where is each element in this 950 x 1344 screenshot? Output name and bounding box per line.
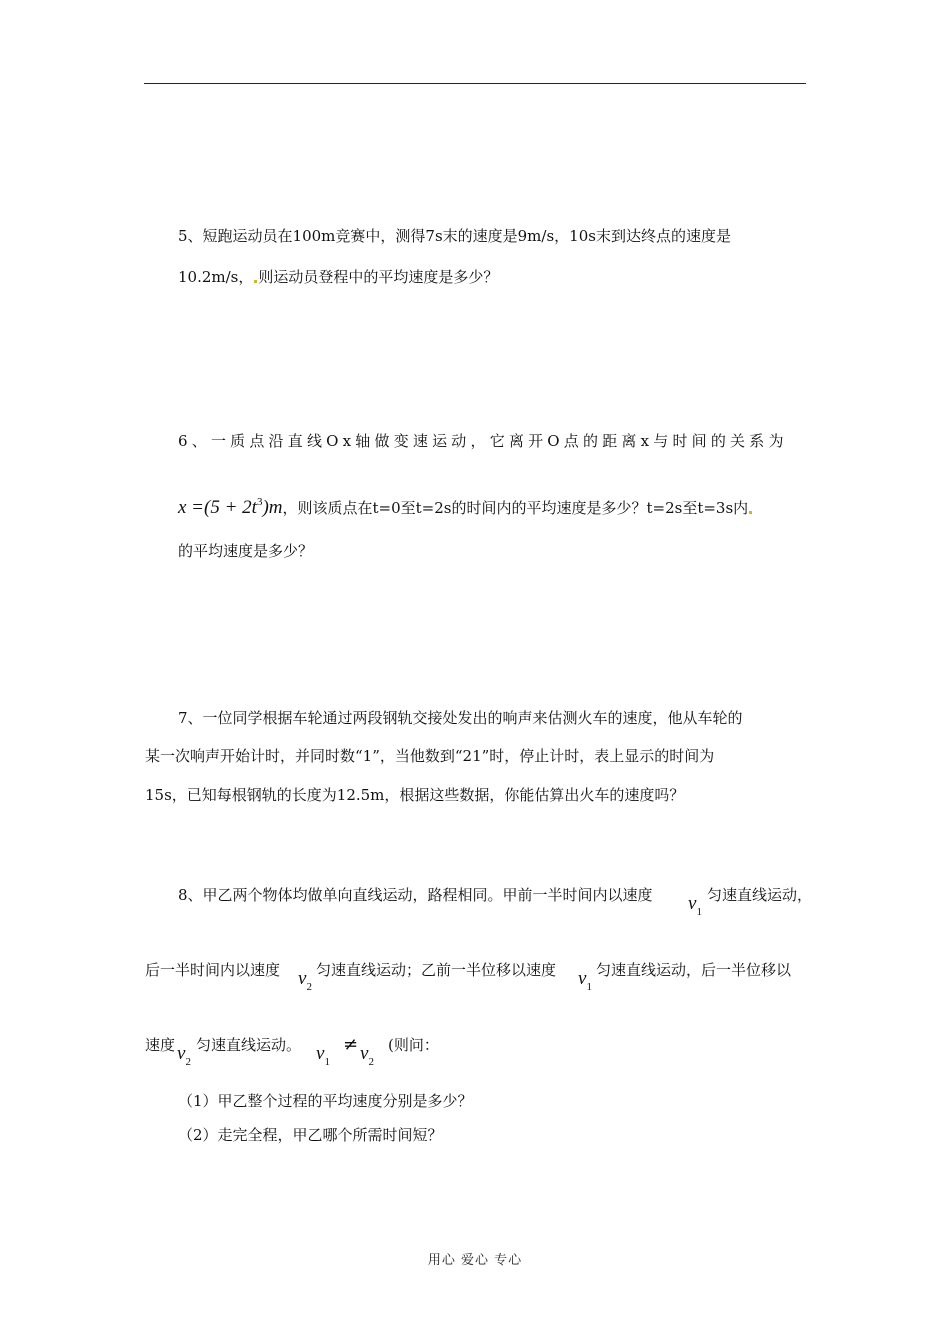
- problem-5-question: 则运动员登程中的平均速度是多少？: [258, 268, 499, 286]
- problem-5-value: 10.2m/s，: [178, 268, 254, 286]
- not-equal-sign: ≠: [343, 1034, 359, 1055]
- problem-8-line-1: 8、甲乙两个物体均做单向直线运动，路程相同。甲前一半时间内以速度: [178, 886, 653, 904]
- problem-8-line-1-end: 匀速直线运动，: [707, 886, 813, 904]
- problem-8-line-3a: 速度: [145, 1036, 176, 1054]
- mark-dot: [254, 280, 257, 283]
- problem-6-question: ，则该质点在t=0至t=2s的时间内的平均速度是多少？t=2s至t=3s内: [282, 499, 749, 517]
- header-rule: [144, 83, 806, 84]
- problem-6-line-1: 6、一质点沿直线Ox轴做变速运动，它离开O点的距离x与时间的关系为: [178, 432, 788, 450]
- problem-8-question-1: （1）甲乙整个过程的平均速度分别是多少？: [178, 1092, 473, 1110]
- problem-7-line-1: 7、一位同学根据车轮通过两段钢轨交接处发出的响声来估测火车的速度，他从车轮的: [178, 709, 743, 727]
- formula-lhs: x =(5 + 2t: [178, 497, 257, 518]
- mark-dot: [749, 511, 752, 514]
- formula-rhs: )m: [262, 497, 283, 518]
- problem-8-line-2b: 匀速直线运动；乙前一半位移以速度: [316, 961, 557, 979]
- velocity-v1: $v_1$: [316, 1043, 330, 1068]
- formula-exponent: 3: [256, 496, 263, 508]
- problem-7-line-3: 15s，已知每根钢轨的长度为12.5m，根据这些数据，你能估算出火车的速度吗？: [145, 786, 685, 804]
- problem-8-line-2a: 后一半时间内以速度: [145, 961, 281, 979]
- velocity-v2: $v_2$: [177, 1043, 191, 1068]
- problem-8-line-3c: (则问：: [388, 1036, 439, 1054]
- problem-6-line-2: [178, 492, 753, 518]
- problem-6-line-3: 的平均速度是多少？: [178, 542, 314, 560]
- velocity-v1: $v_1$: [578, 968, 592, 993]
- problem-8-line-2c: 匀速直线运动，后一半位移以: [596, 961, 792, 979]
- velocity-v2: $v_2$: [360, 1043, 374, 1068]
- position-formula: [178, 497, 283, 518]
- problem-7-line-2: 某一次响声开始计时，并同时数“1”，当他数到“21”时，停止计时，表上显示的时间为: [145, 747, 715, 765]
- velocity-v2: $v_2$: [298, 968, 312, 993]
- problem-8-question-2: （2）走完全程，甲乙哪个所需时间短？: [178, 1126, 443, 1144]
- problem-8-line-3b: 匀速直线运动。: [196, 1036, 302, 1054]
- problem-5-line-1: 5、短跑运动员在100m竞赛中，测得7s末的速度是9m/s，10s末到达终点的速度是: [178, 227, 731, 245]
- velocity-v1: $v_1$: [688, 893, 702, 918]
- problem-5-line-2: [178, 267, 498, 287]
- page-footer: 用心 爱心 专心: [427, 1253, 523, 1268]
